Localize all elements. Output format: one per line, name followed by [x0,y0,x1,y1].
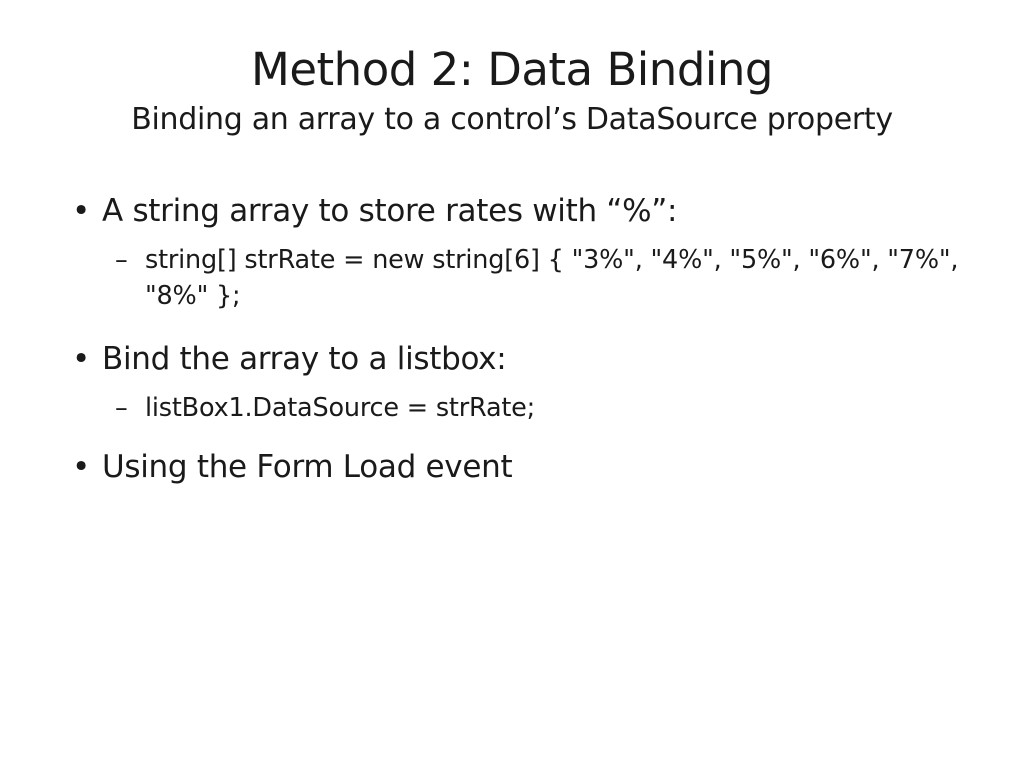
bullet-text: A string array to store rates with “%”: [102,193,678,229]
bullet-item-1 [60,190,980,232]
slide-body [60,190,980,488]
bullet-text: Bind the array to a listbox: [102,341,507,377]
sub-bullet-dash: – [115,245,128,275]
bullet-dot: • [72,341,90,377]
bullet-item-2 [60,338,980,380]
bullet-text: Using the Form Load event [102,449,513,485]
bullet-item-3 [60,446,980,488]
sub-bullet-dash: – [115,393,128,423]
sub-bullet-text: string[] strRate = new string[6] { "3%", "4%", "5%", "6%", "7%", "8%" }; [145,245,959,311]
bullet-dot: • [72,449,90,485]
slide-title: Method 2: Data Binding [251,43,773,96]
sub-bullet-item-2 [60,390,980,426]
sub-bullet-item-1 [60,242,980,314]
title-block [0,42,1024,140]
slide-subtitle: Binding an array to a control’s DataSource property [131,102,893,137]
bullet-dot: • [72,193,90,229]
sub-bullet-text: listBox1.DataSource = strRate; [145,393,536,423]
